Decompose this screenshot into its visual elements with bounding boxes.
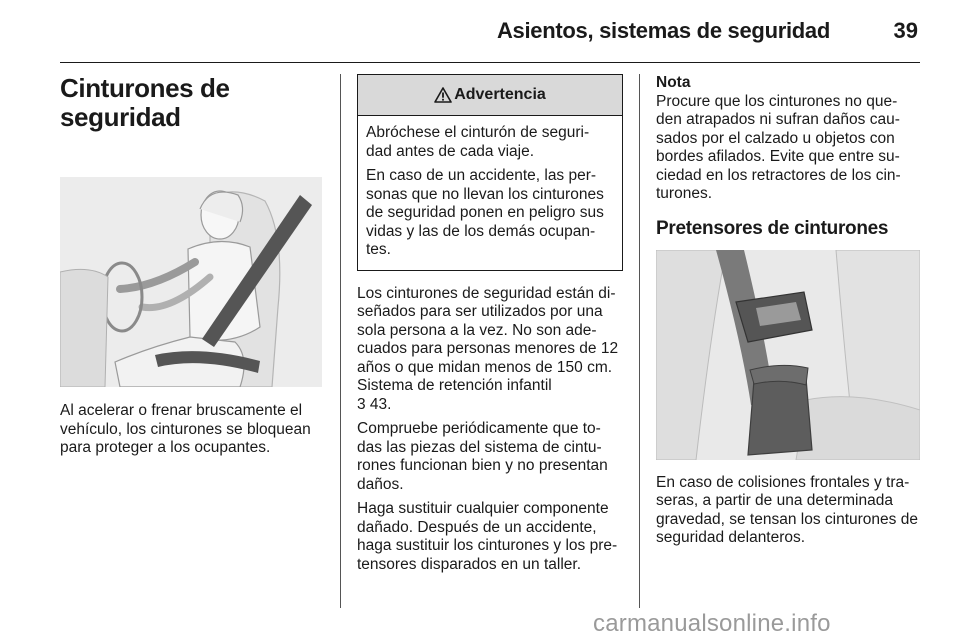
seatbelt-driver-illustration <box>60 177 322 387</box>
page-ref-icon: 3 <box>357 395 366 413</box>
warning-paragraph-1: Abróchese el cinturón de seguri-dad antes de cada viaje. <box>366 124 590 160</box>
warning-triangle-icon <box>434 87 452 103</box>
section-title-line1: Cinturones de <box>60 73 230 103</box>
col2-paragraph-1 <box>357 285 623 415</box>
warning-body <box>358 116 622 270</box>
column-divider-2 <box>639 74 640 608</box>
header-title: Asientos, sistemas de seguridad <box>496 18 830 43</box>
section-title-line2: seguridad <box>60 102 181 132</box>
col2-paragraph-2: Compruebe periódicamente que to-das las piezas del sistema de cintu-rones funcionan bien y no presentan daños. <box>357 420 608 493</box>
watermark-text: carmanualsonline.info <box>593 610 831 637</box>
section-title <box>60 74 324 132</box>
driver-figure-drawing <box>60 177 322 387</box>
warning-paragraph-2: En caso de un accidente, las per-sonas que no llevan los cinturones de seguridad ponen en peligro sus vidas y las de los demás ocupan-tes. <box>366 167 604 258</box>
warning-header <box>358 75 622 116</box>
note-label: Nota <box>656 74 691 91</box>
buckle-figure-drawing <box>656 250 920 460</box>
subsection-title: Pretensores de cinturones <box>656 217 889 239</box>
col2-paragraph-3: Haga sustituir cualquier componente dañado. Después de un accidente, haga sustituir los cinturones y los pre-tensores disparados en un taller. <box>357 500 618 573</box>
col3-body-text: En caso de colisiones frontales y tra-seras, a partir de una determinada gravedad, se tensan los cinturones de seguridad delanteros. <box>656 473 918 546</box>
col1-body-text: Al acelerar o frenar bruscamente el vehículo, los cinturones se bloquean para proteger a los ocupantes. <box>60 402 311 456</box>
warning-box <box>357 74 623 271</box>
page-number: 39 <box>893 18 918 43</box>
col2-paragraph-1-text: Los cinturones de seguridad están di-señados para ser utilizados por una sola persona a la vez. No son ade-cuados para personas menores de 12 años o que midan menos de 150 cm. Sistema de retención infantil <box>357 284 619 394</box>
page-ref-number: 43. <box>365 395 392 413</box>
page-header <box>60 0 920 63</box>
belt-pretensioner-illustration <box>656 250 920 460</box>
column-3 <box>656 74 922 548</box>
note-text: Procure que los cinturones no que-den atrapados ni sufran daños cau-sados por el calzado u objetos con bordes afilados. Evite que entre su-ciedad en los retractores de los cin-turones. <box>656 92 901 202</box>
warning-title: Advertencia <box>454 86 546 103</box>
column-1 <box>60 74 324 458</box>
column-divider-1 <box>340 74 341 608</box>
column-2 <box>357 74 623 574</box>
